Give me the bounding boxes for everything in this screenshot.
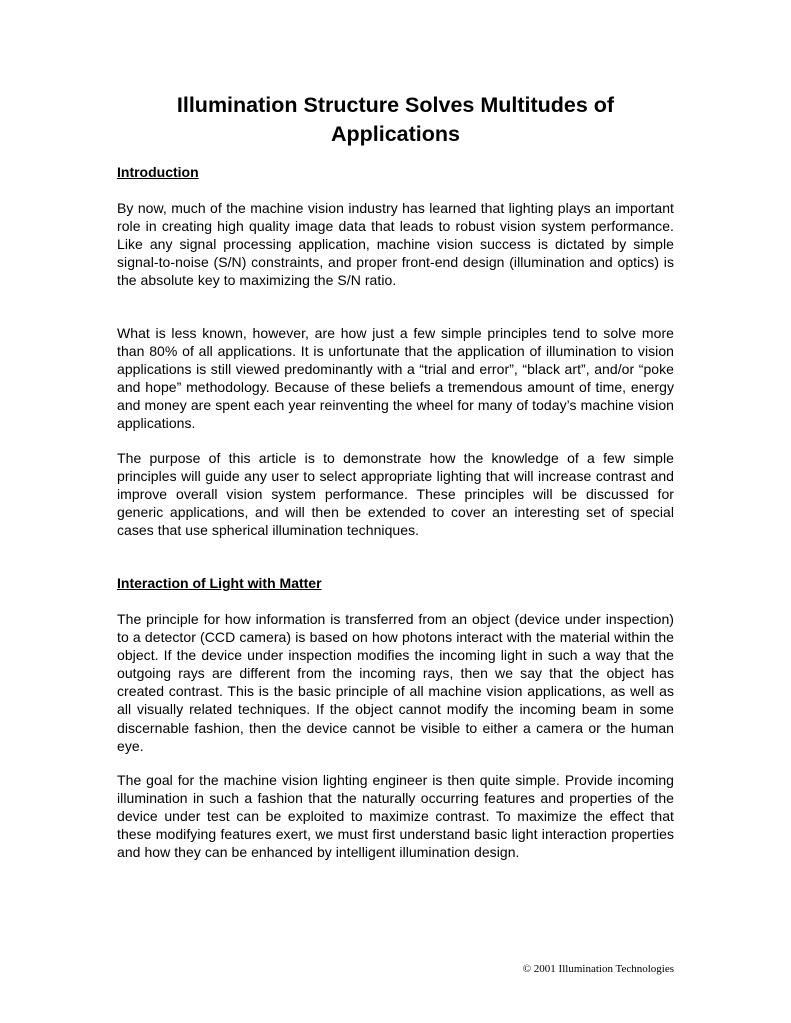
document-title bbox=[117, 91, 674, 149]
light-matter-paragraph-1: The principle for how information is transferred from an object (device under inspection) to a detector (CCD camera) is based on how photons interact with the material within the object. If the device under inspection modifies the incoming light in such a way that the outgoing rays are different from the incoming rays, then we say that the object has created contrast. This is the basic principle of all machine vision applications, as well as all visually related techniques. If the object cannot modify the incoming beam in some discernable fashion, then the device cannot be visible to either a camera or the human eye. bbox=[117, 611, 674, 754]
copyright-footer: © 2001 Illumination Technologies bbox=[522, 963, 674, 975]
section-heading-interaction-of-light: Interaction of Light with Matter bbox=[117, 575, 322, 591]
light-matter-paragraph-2: The goal for the machine vision lighting engineer is then quite simple. Provide incoming illumination in such a fashion that the naturally occurring features and properties of the device under test can be exploited to maximize contrast. To maximize the effect that these modifying features exert, we must first understand basic light interaction properties and how they can be enhanced by intelligent illumination design. bbox=[117, 772, 674, 861]
intro-paragraph-1: By now, much of the machine vision industry has learned that lighting plays an important role in creating high quality image data that leads to robust vision system performance. Like any signal processing application, machine vision success is dictated by simple signal-to-noise (S/N) constraints, and proper front-end design (illumination and optics) is the absolute key to maximizing the S/N ratio. bbox=[117, 200, 674, 289]
intro-paragraph-3: The purpose of this article is to demonstrate how the knowledge of a few simple principles will guide any user to select appropriate lighting that will increase contrast and improve overall vision system performance. These principles will be discussed for generic applications, and will then be extended to cover an interesting set of special cases that use spherical illumination techniques. bbox=[117, 450, 674, 539]
document-title-line-1: Illumination Structure Solves Multitudes of bbox=[176, 93, 615, 117]
section-heading-introduction: Introduction bbox=[117, 164, 199, 180]
document-title-line-2: Applications bbox=[330, 122, 460, 146]
intro-paragraph-2: What is less known, however, are how just a few simple principles tend to solve more than 80% of all applications. It is unfortunate that the application of illumination to vision applications is still viewed predominantly with a “trial and error”, “black art”, and/or “poke and hope” methodology. Because of these beliefs a tremendous amount of time, energy and money are spent each year reinventing the wheel for many of today’s machine vision applications. bbox=[117, 325, 674, 432]
